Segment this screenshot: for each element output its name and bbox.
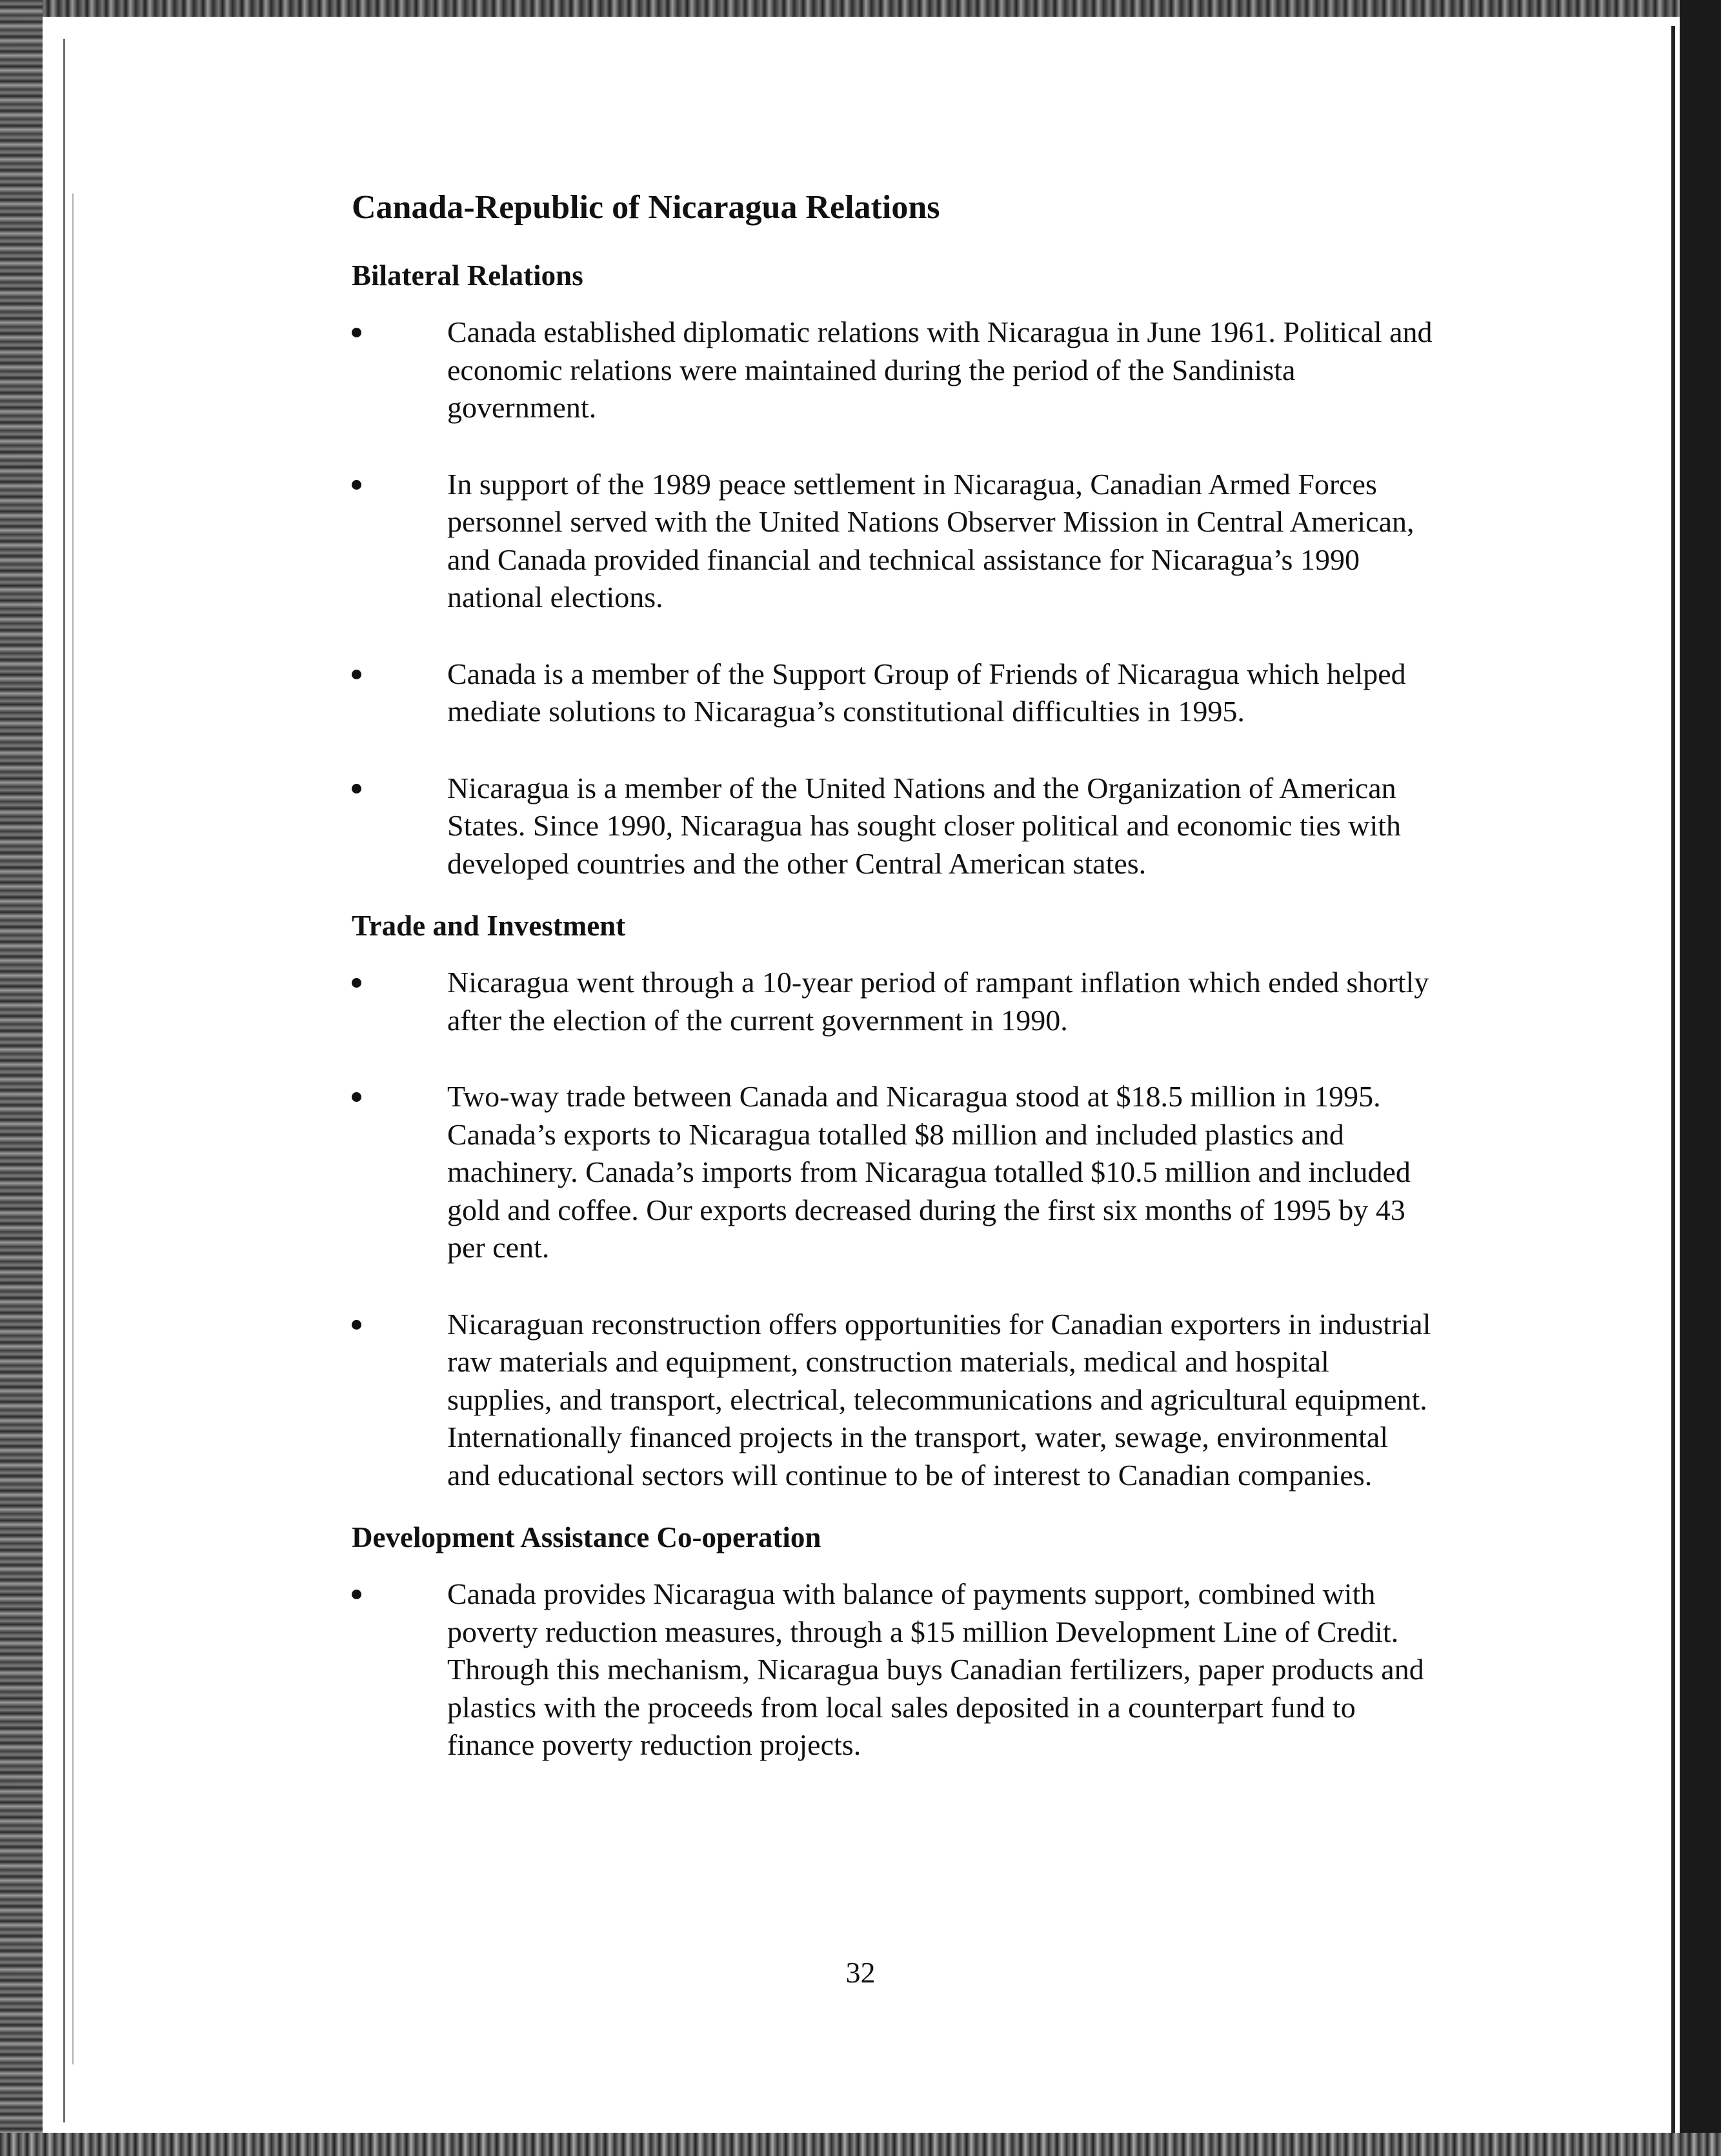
bullet-item [352,655,1436,731]
bullet-item [352,770,1436,883]
scan-edge-left [0,0,43,2156]
bullet-dot-icon [352,480,361,490]
page-number: 32 [845,1956,876,1989]
section-trade-and-investment [352,907,1436,1494]
scan-margin-line [63,39,65,2122]
bullet-list [352,314,1436,883]
scan-edge-right [1680,0,1721,2156]
bullet-item [352,1078,1436,1267]
bullet-item [352,1575,1436,1764]
bullet-dot-icon [352,978,361,988]
bullet-item [352,1306,1436,1495]
bullet-text: Canada provides Nicaragua with balance of payments support, combined with poverty reduction measures, through a $15 million Development Line of Credit. Through this mechanism, Nicaragua buys Canadian fertilizers, paper products and plastics with the proceeds from local sales deposited in a counterpart fund to finance poverty reduction projects. [447,1577,1424,1761]
section-heading: Trade and Investment [352,910,626,942]
bullet-text: Two-way trade between Canada and Nicaragua stood at $18.5 million in 1995. Canada’s exports to Nicaragua totalled $8 million and included plastics and machinery. Canada’s imports from Nicaragua totalled $10.5 million and included gold and coffee. Our exports decreased during the first six months of 1995 by 43 per cent. [447,1080,1411,1264]
section-bilateral-relations [352,257,1436,883]
bullet-dot-icon [352,1590,361,1599]
section-heading: Development Assistance Co-operation [352,1521,821,1553]
bullet-item [352,964,1436,1039]
bullet-list [352,964,1436,1494]
document-title: Canada-Republic of Nicaragua Relations [352,189,940,226]
bullet-text: Canada is a member of the Support Group of Friends of Nicaragua which helped mediate solutions to Nicaragua’s constitutional difficulties in 1995. [447,657,1406,728]
bullet-text: In support of the 1989 peace settlement in Nicaragua, Canadian Armed Forces personnel served with the United Nations Observer Mission in Central American, and Canada provided financial and technical assistance for Nicaragua’s 1990 national elections. [447,467,1414,614]
bullet-list [352,1575,1436,1764]
bullet-text: Nicaraguan reconstruction offers opportunities for Canadian exporters in industrial raw materials and equipment, construction materials, medical and hospital supplies, and transport, electrical, telecommunications and agricultural equipment. Internationally financed projects in the transport, water, sewage, environmental and educational sectors will continue to be of interest to Canadian companies. [447,1307,1431,1492]
bullet-text: Canada established diplomatic relations with Nicaragua in June 1961. Political and economic relations were maintained during the period of the Sandinista government. [447,315,1433,424]
bullet-dot-icon [352,784,361,794]
document-page [352,187,1436,1803]
scan-edge-bottom [0,2133,1721,2156]
bullet-text: Nicaragua is a member of the United Nations and the Organization of American States. Since 1990, Nicaragua has sought closer political and economic ties with developed countries and the other Central American states. [447,771,1402,880]
scan-edge-top [0,0,1721,17]
bullet-item [352,466,1436,617]
section-heading: Bilateral Relations [352,259,583,292]
scan-edge-right-line [1671,26,1675,2142]
bullet-dot-icon [352,1092,361,1102]
section-development-assistance [352,1519,1436,1764]
bullet-dot-icon [352,1320,361,1330]
scan-margin-line-faint [72,194,74,2064]
bullet-text: Nicaragua went through a 10-year period of rampant inflation which ended shortly after the election of the current government in 1990. [447,966,1429,1037]
bullet-dot-icon [352,328,361,337]
bullet-dot-icon [352,670,361,679]
bullet-item [352,314,1436,427]
